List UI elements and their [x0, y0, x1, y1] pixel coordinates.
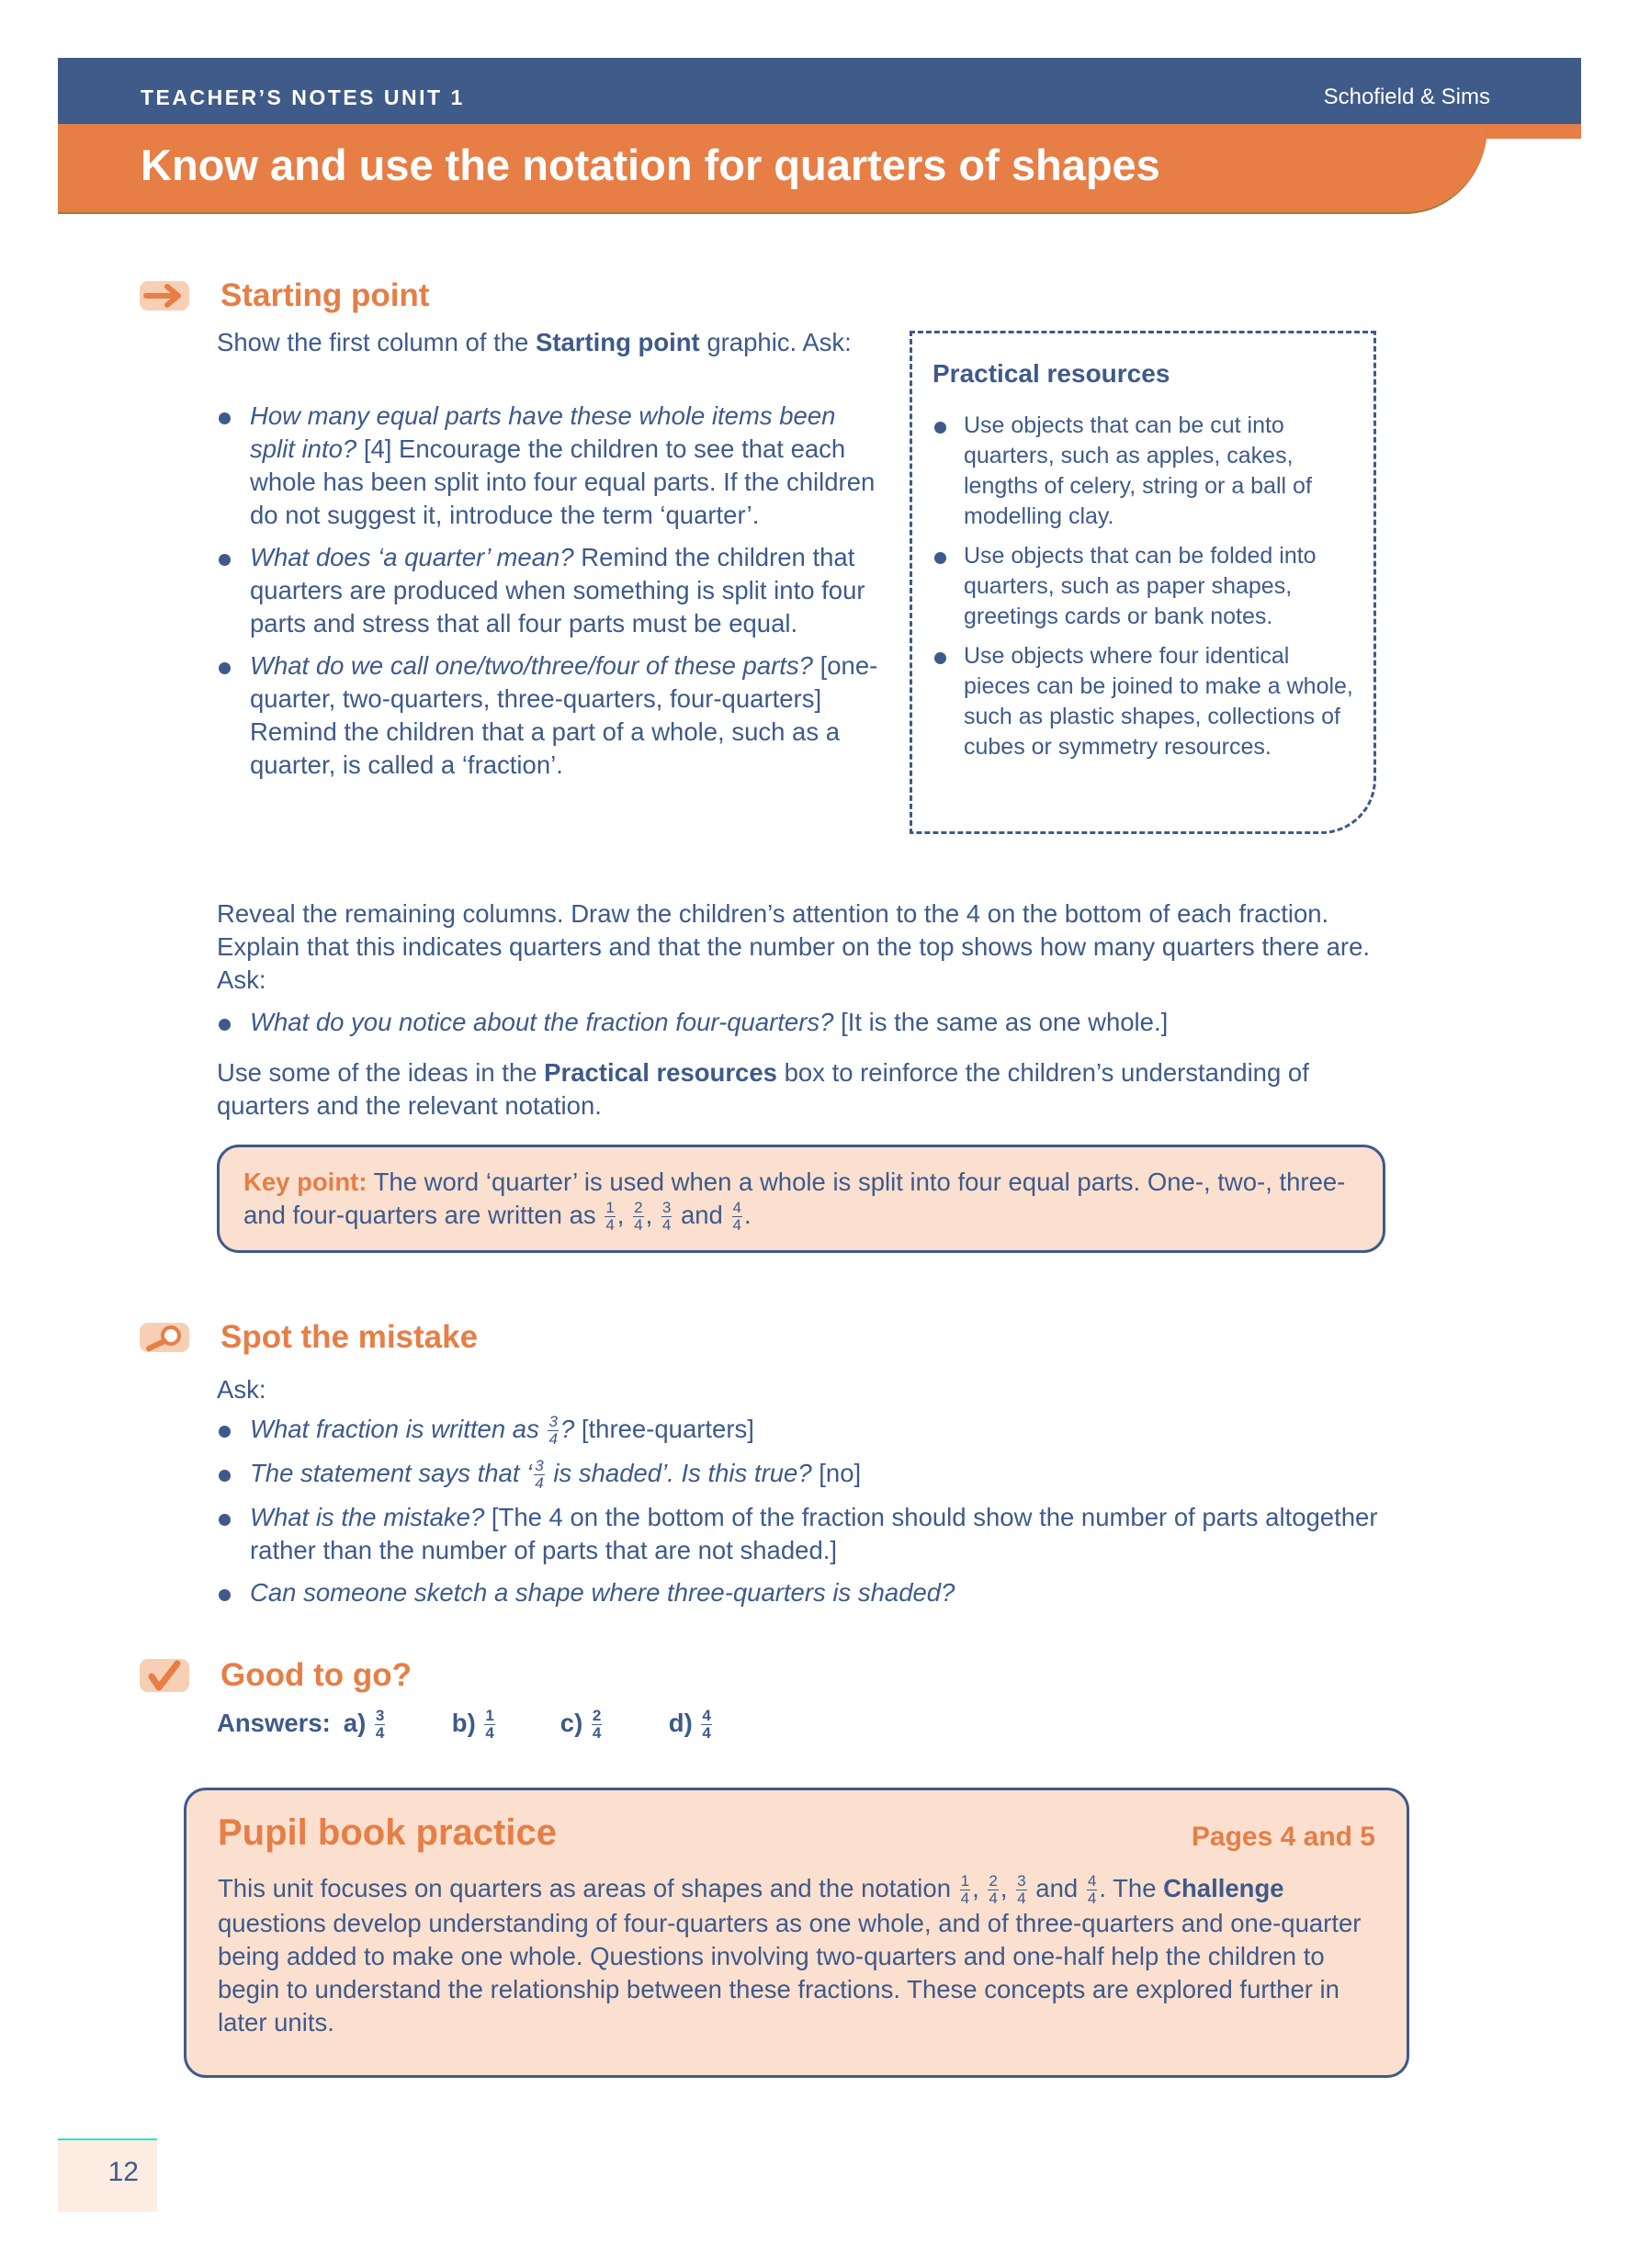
publisher-name: Schofield & Sims [1323, 85, 1490, 109]
answers-row [217, 1707, 777, 1742]
answer-letter: c) [560, 1709, 583, 1737]
list-item [217, 1501, 1393, 1567]
numerator: 4 [732, 1199, 741, 1217]
spot-mistake-heading: Spot the mistake [220, 1319, 479, 1355]
good-to-go-heading: Good to go? [220, 1657, 412, 1693]
fraction [1016, 1873, 1026, 1907]
list-item [217, 1576, 1393, 1609]
answers-label: Answers: [217, 1709, 331, 1737]
practical-resources-title: Practical resources [933, 359, 1170, 388]
list-item: Use objects where four identical pieces can be joined to make a whole, such as plastic shapes, collections of cubes or symmetry resources. [933, 641, 1353, 762]
answer-c [560, 1707, 669, 1742]
text: questions develop understanding of four-quarters as one whole, and of three-quarters and one-quarter being added to make one whole. Questions involving two-quarters and one-half help the children to begin to understand the relationship between these fractions. These concepts are explored further in later units. [218, 1909, 1362, 2037]
list-item [217, 1006, 1393, 1039]
question: What does ‘a quarter’ mean? [250, 543, 574, 571]
denominator: 4 [732, 1216, 741, 1235]
answer: [three-quarters] [574, 1415, 754, 1443]
list-item [217, 541, 878, 640]
reveal-questions [217, 1006, 1393, 1048]
fraction [605, 1200, 615, 1234]
reveal-paragraph: Reveal the remaining columns. Draw the children’s attention to the 4 on the bottom of each fraction. Explain that this indicates quarters and that the number on the top shows how many quarters there are. Ask: [217, 899, 1371, 994]
answer: Remind the children that quarters are produced when something is split into four parts and stress that all four parts must be equal. [250, 543, 865, 638]
numerator: 3 [661, 1199, 672, 1217]
period: . [743, 1201, 752, 1229]
pupil-book-practice-box [184, 1788, 1409, 2078]
denominator: 4 [1087, 1890, 1097, 1908]
list-item: Use objects that can be folded into quarters, such as paper shapes, greetings cards or bank notes. [933, 541, 1353, 632]
question-end: is shaded’. Is this true? [546, 1459, 812, 1488]
fraction [661, 1200, 672, 1234]
fraction [633, 1200, 643, 1234]
answer-letter: a) [343, 1709, 367, 1737]
answer: [It is the same as one whole.] [833, 1008, 1169, 1036]
denominator: 4 [485, 1724, 494, 1743]
fraction [534, 1458, 544, 1492]
numerator: 4 [702, 1707, 711, 1725]
numerator: 2 [592, 1707, 602, 1725]
numerator: 3 [1017, 1872, 1026, 1890]
list-item [217, 649, 878, 782]
question-end: ? [560, 1415, 575, 1443]
intro-text-end: graphic. Ask: [699, 328, 852, 356]
fraction [988, 1873, 998, 1907]
question: Can someone sketch a shape where three-quarters is shaded? [250, 1578, 955, 1608]
answer: [The 4 on the bottom of the fraction should show the number of parts altogether rather than the number of parts that are not shaded.] [250, 1503, 1378, 1565]
denominator: 4 [605, 1216, 615, 1235]
list-item [217, 1413, 1393, 1448]
fraction [484, 1708, 494, 1742]
numerator: 4 [1087, 1872, 1097, 1890]
ask-label: Ask: [217, 1375, 266, 1404]
question: The statement says that ‘ [250, 1459, 533, 1488]
unit-label: TEACHER’S NOTES UNIT 1 [141, 85, 465, 109]
list-item [217, 400, 878, 532]
conj: and [1028, 1874, 1085, 1902]
answer-letter: b) [451, 1709, 476, 1737]
text: . The [1099, 1874, 1164, 1902]
question: How many equal parts have these whole items been split into? [250, 401, 836, 463]
denominator: 4 [1017, 1890, 1026, 1908]
fraction [375, 1708, 385, 1742]
arrow-right-icon [140, 281, 189, 310]
numerator: 3 [375, 1707, 385, 1725]
conj: and [673, 1201, 730, 1229]
practical-resources-list [933, 411, 1353, 762]
answer-letter: d) [668, 1709, 693, 1737]
answer-d [669, 1707, 777, 1742]
question: What is the mistake? [250, 1503, 485, 1532]
fraction [592, 1708, 602, 1742]
fraction [701, 1708, 711, 1742]
starting-point-heading-row [140, 277, 429, 314]
numerator: 2 [989, 1872, 998, 1890]
good-to-go-heading-row [140, 1657, 412, 1694]
fraction [548, 1414, 558, 1448]
denominator: 4 [661, 1216, 672, 1235]
fraction [1087, 1873, 1097, 1907]
text: This unit focuses on quarters as areas of shapes and the notation [218, 1874, 958, 1902]
starting-point-heading: Starting point [220, 277, 430, 313]
pupil-book-title: Pupil book practice [218, 1812, 557, 1853]
answer: [one-quarter, two-quarters, three-quarters, four-quarters] Remind the children that a part of a whole, such as a quarter, is called a ‘fraction’. [250, 651, 878, 779]
fraction [960, 1873, 970, 1907]
numerator: 1 [960, 1872, 970, 1890]
numerator: 2 [634, 1199, 643, 1217]
magnifier-icon [140, 1323, 189, 1352]
denominator: 4 [375, 1724, 385, 1743]
use-ideas-paragraph [217, 1056, 1393, 1123]
spot-mistake-questions [217, 1413, 1393, 1619]
challenge-bold: Challenge [1163, 1874, 1284, 1902]
denominator: 4 [634, 1216, 643, 1235]
starting-point-questions [217, 400, 878, 791]
denominator: 4 [702, 1724, 711, 1743]
use-bold: Practical resources [544, 1058, 777, 1087]
question: What do we call one/two/three/four of these parts? [250, 651, 813, 680]
answer-a [344, 1707, 452, 1742]
key-point-text: The word ‘quarter’ is used when a whole is split into four equal parts. One-, two-, three- and four-quarters are written as [243, 1168, 1346, 1229]
page-title: Know and use the notation for quarters of shapes [141, 141, 1160, 189]
intro-text: Show the first column of the [217, 328, 536, 356]
denominator: 4 [960, 1890, 970, 1908]
page-number-box [58, 2138, 157, 2212]
pupil-book-text: This unit focuses on quarters as areas of shapes and the notation $\frac{1}{4}$ , $\frac{2}{4}$ , $\frac{3}{4}$ and $\frac{4}{4}$ . The Challenge questions develop understanding of four-quarters as one whole, and of three-quarters and one-quarter being added to make one whole. Questions involving two-quarters and one-half help the children to begin to understand the relationship between these fractions. These concepts are explored further in later units. [218, 1872, 1362, 2037]
question: What fraction is written as [250, 1415, 547, 1443]
denominator: 4 [592, 1724, 602, 1743]
starting-point-intro [217, 326, 878, 359]
pupil-book-pages: Pages 4 and 5 [1191, 1822, 1375, 1852]
key-point-box: Key point: The word ‘quarter’ is used when a whole is split into four equal parts. One-, two-, three- and four-quarters are written as $\frac{1}{4}$ , $\frac{2}{4}$ , $\frac{3}{4}$ and $\frac{4}{4}$ . [217, 1145, 1385, 1253]
numerator: 1 [485, 1707, 494, 1725]
checkmark-icon [140, 1659, 189, 1692]
numerator: 3 [548, 1413, 558, 1431]
list-item [217, 1457, 1393, 1492]
denominator: 4 [989, 1890, 998, 1908]
fraction [732, 1200, 742, 1234]
practical-resources-box [910, 331, 1376, 834]
numerator: 1 [605, 1199, 615, 1217]
key-point-label: Key point: [243, 1168, 367, 1196]
answer: [4] Encourage the children to see that each whole has been split into four equal parts. If the children do not suggest it, introduce the term ‘quarter’. [250, 434, 876, 529]
numerator: 3 [535, 1457, 544, 1475]
intro-bold: Starting point [535, 328, 700, 356]
use-text: Use some of the ideas in the [217, 1058, 545, 1087]
denominator: 4 [535, 1474, 544, 1493]
page-number: 12 [107, 2157, 139, 2187]
answer: [no] [811, 1459, 862, 1488]
answer-b [452, 1707, 560, 1742]
spot-mistake-heading-row [140, 1319, 478, 1356]
list-item: Use objects that can be cut into quarters, such as apples, cakes, lengths of celery, string or a ball of modelling clay. [933, 411, 1353, 532]
question: What do you notice about the fraction four-quarters? [250, 1008, 834, 1036]
use-text-end: box to reinforce the children’s understanding of quarters and the relevant notation. [217, 1058, 1309, 1120]
denominator: 4 [548, 1430, 558, 1449]
